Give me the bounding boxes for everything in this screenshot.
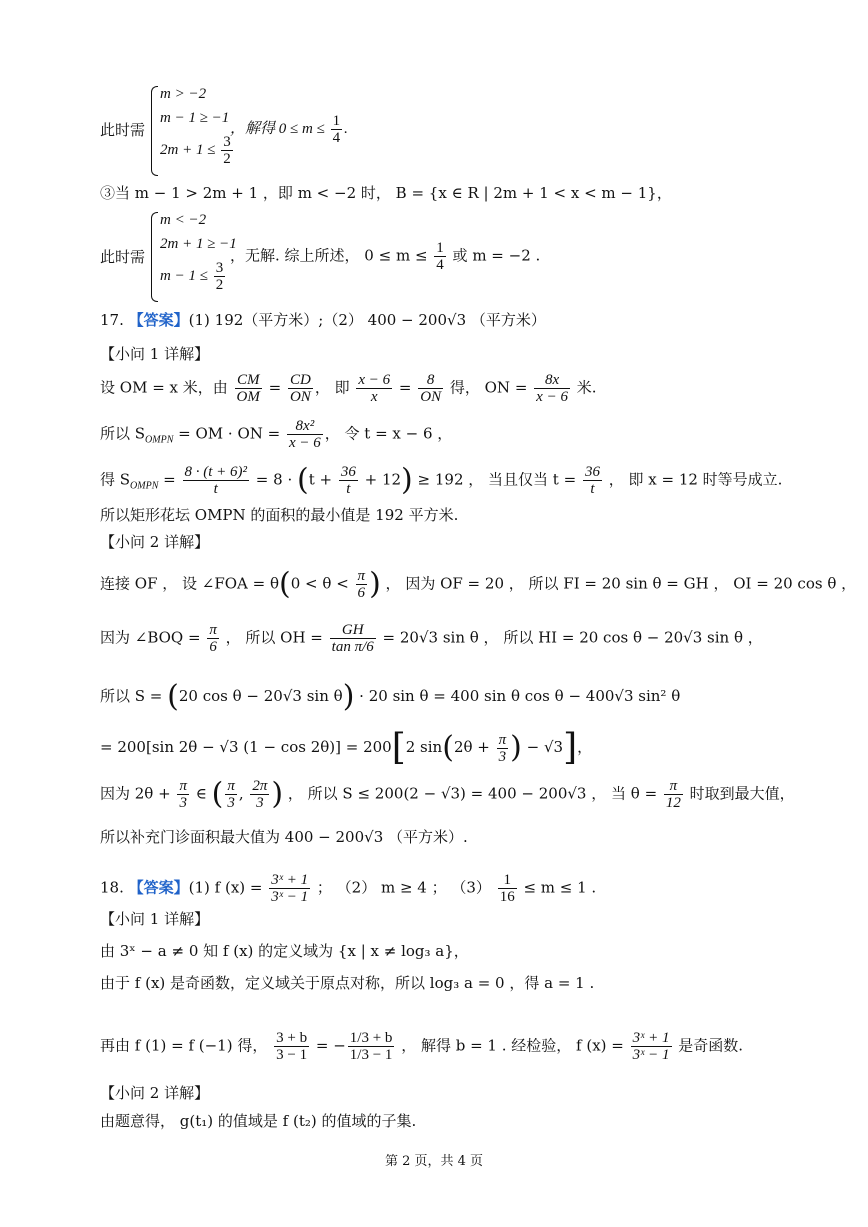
q17-line-1: 设 OM = x 米，由 $\frac{CM}{OM}$ = $\frac{CD}{ON}$ ， 即 $\frac{x - 6}{x}$ = $\frac{8}{ON}$ 得， ON = $\frac{8x}{x - 6}$ 米. [100,372,597,405]
q17-frac-x6-x: $\frac{x - 6}{x}$ [358,372,391,405]
q18-frac-1-16: $\frac{1}{16}$ [499,872,515,905]
q17-frac-36-t: $\frac{36}{t}$ [340,464,356,497]
q18-line-4: 由题意得， g(t₁) 的值域是 f (t₂) 的值域的子集. [100,1112,417,1130]
q18-line-1: 由 3ˣ − a ≠ 0 知 f (x) 的定义域为 {x | x ≠ log₃ a}， [100,942,469,960]
q17-frac-gh-tan: $\frac{GH}{\text{tan π/6}}$ [331,622,374,655]
q17-frac-pi-3: $\frac{\pi}{3}$ [498,731,507,765]
q18-frac-nested: $\frac{1/3 + b}{1/3 - 1}$ [349,1030,393,1063]
q17-frac-pi-3-b: $\frac{\pi}{3}$ [179,778,187,811]
q17-frac-cd-on: $\frac{CD}{ON}$ [289,372,311,405]
q17-frac-area-t: $\frac{\text{8 · (t + 6)²}}{t}$ [184,464,248,497]
q17-line-3: 得 $S_{OMPN}$ = $\frac{\text{8 · (t + 6)²}}{t}$ = 8 · (t + $\frac{36}{t}$ + 12) ≥ 192 ， 当且仅当 t = $\frac{36}{t}$ ， 即 x = 12 时等号成立. [100,462,783,498]
case3-cond-1: m < −2 [160,212,207,228]
q18-sub1-title: 【小问 1 详解】 [100,910,210,928]
case3-cond-3-frac: $\frac{3}{2}$ [215,260,224,293]
q17-number: 17. [100,311,129,329]
q17-line-7: 所以 S = (20 cos θ − 20√3 sin θ) · 20 sin θ = 400 sin θ cos θ − 400√3 sin² θ [100,679,681,714]
case2-prefix: 此时需 [100,121,146,139]
q18-answer-tag: 【答案】 [128,878,189,897]
q17-frac-on-value: $\frac{8x}{x - 6}$ [536,372,568,405]
q17-line-10: 所以补充门诊面积最大值为 400 − 200√3 （平方米）. [100,828,468,846]
q17-frac-8-on: $\frac{8}{ON}$ [420,372,442,405]
case3-line: ③当 m − 1 > 2m + 1 ，即 m < −2 时， B = {x ∈ R | 2m + 1 < x < m − 1}， [100,184,672,202]
q17-line-4: 所以矩形花坛 OMPN 的面积的最小值是 192 平方米. [100,506,459,524]
q17-frac-pi-12: $\frac{\pi}{12}$ [665,778,681,811]
q18-frac-3b: $\frac{3 + b}{3 - 1}$ [276,1030,308,1063]
case3-tail-frac: $\frac{1}{4}$ [436,240,444,273]
q18-number: 18. [100,878,129,897]
q17-frac-pi-3-c: $\frac{\pi}{3}$ [227,778,235,811]
q17-sub2-title: 【小问 2 详解】 [100,533,210,551]
case3-cond-2: 2m + 1 ≥ −1 [160,236,237,252]
case2-tail: ，解得 0 ≤ m ≤ $\frac{1}{4}$ . [230,113,348,146]
case2-cond-2: m − 1 ≥ −1 [160,110,230,126]
q17-line-2: 所以 $S_{OMPN}$ = OM · ON = $\frac{\text{8x²}}{x - 6}$ ， 令 t = x − 6 ， [100,418,453,451]
q17-sub1-title: 【小问 1 详解】 [100,345,210,363]
q17-answer-text: (1) 192（平方米）;（2） 400 − 200√3 （平方米） [188,311,546,329]
case3-tail: ，无解. 综上所述， 0 ≤ m ≤ $\frac{1}{4}$ 或 m = −2 . [230,240,541,273]
q17-line-9: 因为 2θ + $\frac{\pi}{3}$ ∈ ( $\frac{\pi}{3}$ , $\frac{2\pi}{3}$ ) ， 所以 S ≤ 200(2 − √3) = 400 − 200√3 ， 当 θ = $\frac{\pi}{12}$ 时取到最大值， [100,776,795,812]
q17-line-5: 连接 OF ， 设 ∠FOA = θ(0 < θ < $\frac{\pi}{6}$ ) ， 因为 OF = 20 ， 所以 FI = 20 sin θ = GH ， OI = 20 cos θ ， [100,566,857,602]
case2-brace [151,86,158,176]
q17-line-8: = 200[sin 2θ − √3 (1 − cos 2θ)] = 200[2 sin(2θ + $\frac{\pi}{3}$ ) − √3]， [100,727,593,768]
case2-cond-1: m > −2 [160,86,207,102]
q18-answer-line: 18. 【答案】(1) f (x) = $\frac{\text{3ˣ + 1}}{\text{3ˣ − 1}}$ ； （2） m ≥ 4 ； （3） $\frac{1}{16}$ ≤ m ≤ 1 . [100,872,597,905]
q18-frac-fx: $\frac{\text{3ˣ + 1}}{\text{3ˣ − 1}}$ [271,872,309,905]
q17-frac-36-t-2: $\frac{36}{t}$ [584,464,600,497]
q17-frac-cm-om: $\frac{CM}{OM}$ [236,372,260,405]
q17-frac-pi-6-b: $\frac{\pi}{6}$ [209,622,217,655]
q18-line-3: 再由 f (1) = f (−1) 得， $\frac{3 + b}{3 - 1}$ = − $\frac{1/3 + b}{1/3 - 1}$ ， 解得 b = 1 . 经检验， f (x) = $\frac{\text{3ˣ + 1}}{\text{3ˣ − 1}}$ 是奇函数. [100,1030,744,1063]
q17-answer-tag: 【答案】 [128,311,189,329]
page-footer: 第 2 页，共 4 页 [384,1154,484,1169]
q18-frac-fx-2: $\frac{\text{3ˣ + 1}}{\text{3ˣ − 1}}$ [632,1030,670,1063]
case3-brace [151,212,158,302]
case2-cond-3-text: 2m + 1 ≤ [160,141,220,158]
case2-tail-frac: $\frac{1}{4}$ [332,113,341,146]
q17-frac-2pi-3: $\frac{2\pi}{3}$ [252,778,268,811]
q17-frac-area: $\frac{\text{8x²}}{x - 6}$ [288,418,321,451]
case2-cond-3 [160,134,235,167]
case2-cond-3-frac: $\frac{3}{2}$ [223,134,231,167]
case3-cond-3: m − 1 ≤ $\frac{3}{2}$ [160,260,224,293]
q18-line-2: 由于 f (x) 是奇函数，定义域关于原点对称，所以 log₃ a = 0 ，得 a = 1 . [100,974,595,992]
q18-sub2-title: 【小问 2 详解】 [100,1084,210,1102]
q17-frac-pi-6: $\frac{\pi}{6}$ [357,568,366,601]
q17-line-6: 因为 ∠BOQ = $\frac{\pi}{6}$ ， 所以 OH = $\frac{GH}{\text{tan π/6}}$ = 20√3 sin θ ， 所以 HI = 20 cos θ − 20√3 sin θ ， [100,622,763,655]
case3-prefix: 此时需 [100,248,146,266]
q17-answer-line [100,311,546,329]
